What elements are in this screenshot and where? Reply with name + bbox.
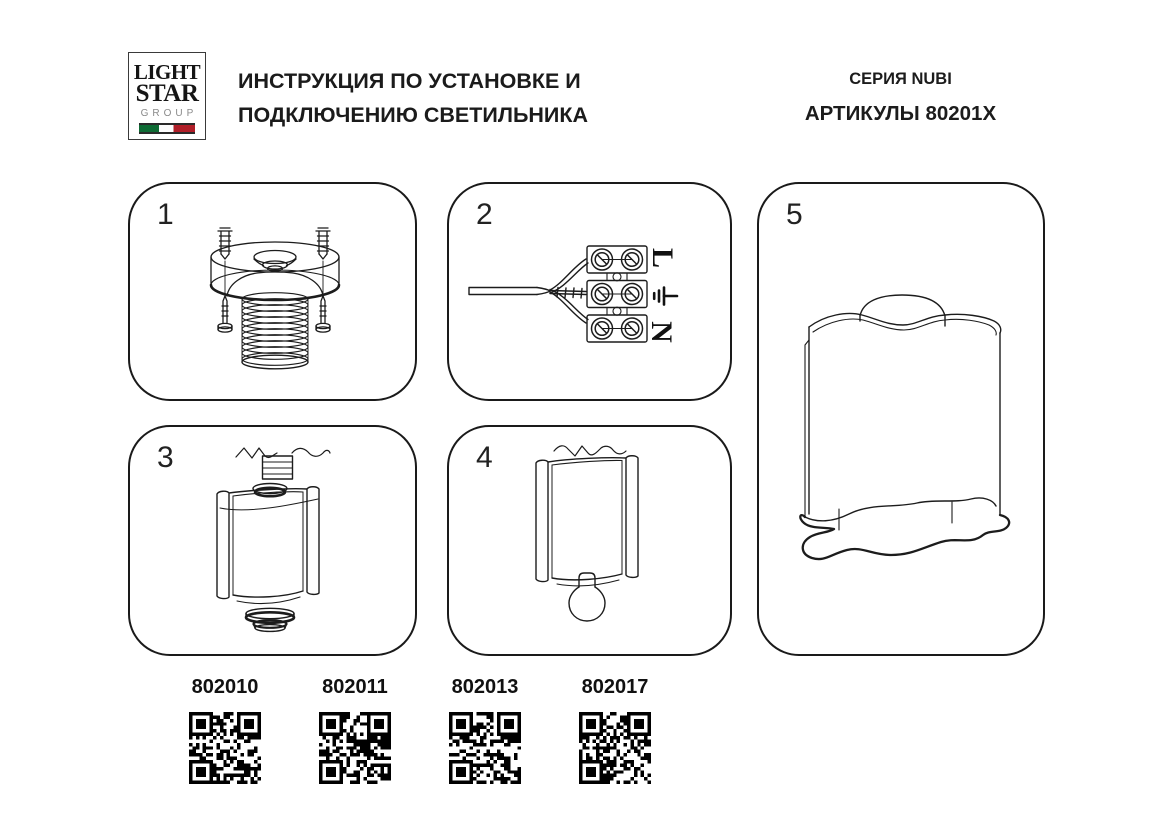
article-code: 802011 (322, 676, 388, 698)
logo-text-star: STAR (135, 80, 199, 107)
articles-label: АРТИКУЛЫ 80201X (804, 102, 997, 125)
qr-code (449, 712, 521, 784)
article-column (300, 676, 410, 789)
series-name: СЕРИЯ NUBI (849, 70, 952, 88)
step-3-illustration (130, 427, 411, 650)
step-3-number: 3 (157, 441, 174, 474)
step-3-panel (128, 425, 417, 656)
qr-code (579, 712, 651, 784)
article-column (560, 676, 670, 789)
qr-code (189, 712, 261, 784)
article-column (170, 676, 280, 789)
logo-text-group: GROUP (140, 108, 198, 119)
page-title (238, 64, 588, 132)
series-info (778, 70, 1023, 126)
step-2-number: 2 (476, 198, 493, 231)
step-2-illustration (449, 184, 726, 395)
step-5-number: 5 (786, 198, 803, 231)
step-4-number: 4 (476, 441, 493, 474)
step-1-illustration (130, 184, 411, 395)
step-1-panel (128, 182, 417, 401)
logo-text-light: LIGHT (133, 60, 201, 84)
article-code: 802017 (581, 676, 649, 698)
italian-flag-bar (139, 123, 195, 134)
article-code: 802010 (191, 676, 259, 698)
article-code: 802013 (451, 676, 519, 698)
step-4-illustration (449, 427, 726, 650)
title-line-1: ИНСТРУКЦИЯ ПО УСТАНОВКЕ И (238, 69, 581, 93)
step-5-illustration (759, 184, 1039, 650)
step-2-panel (447, 182, 732, 401)
lightstar-logo (128, 52, 206, 140)
qr-code (319, 712, 391, 784)
step-1-number: 1 (157, 198, 174, 231)
title-line-2: ПОДКЛЮЧЕНИЮ СВЕТИЛЬНИКА (238, 103, 589, 127)
line-label: L (646, 247, 679, 268)
neutral-label: N (645, 321, 678, 343)
step-5-panel (757, 182, 1045, 656)
earth-ground-icon (649, 284, 679, 308)
step-4-panel (447, 425, 732, 656)
article-column (430, 676, 540, 789)
